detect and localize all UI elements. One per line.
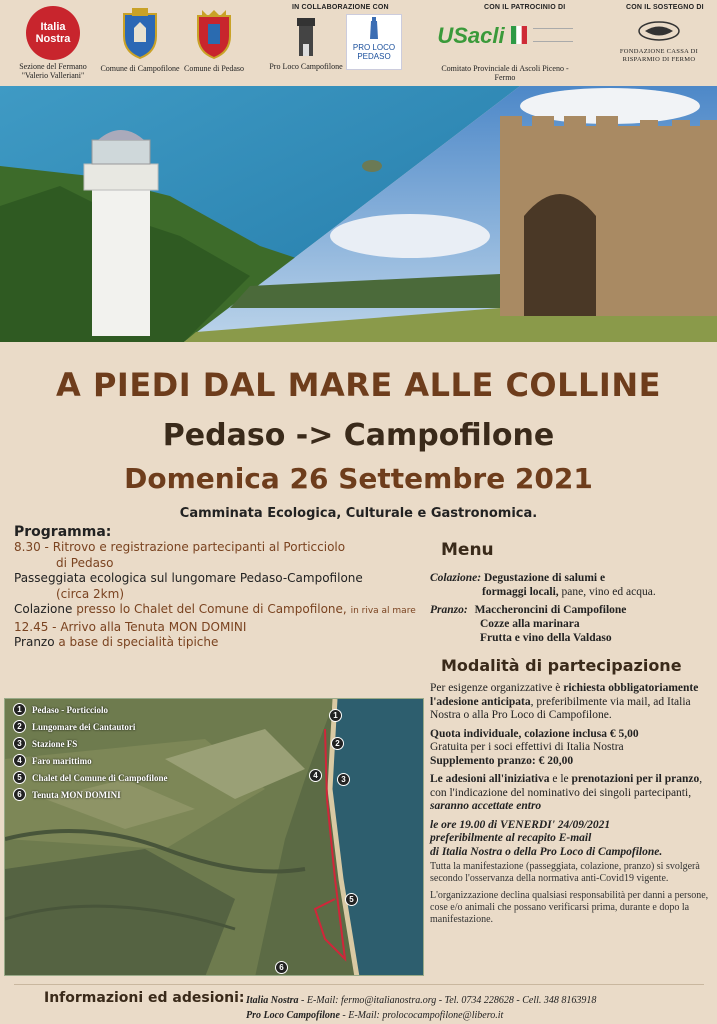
footer-contact-1[interactable]: - E-Mail: fermo@italianostra.org - Tel. 0734 228628 - Cell. 348 8163918 [298, 995, 597, 1006]
p1-c: , preferibilmente via mail, ad Italia Nostra o alla Pro Loco di Campofilone. [430, 695, 691, 721]
sponsor-header [0, 0, 717, 86]
programma-row-1-text: Ritrovo e registrazione partecipanti al Porticciolo [52, 540, 346, 554]
programma-row-4: 12.45 - Arrivo alla Tenuta MON DOMINI [14, 619, 247, 634]
p1-a: Per esigenze organizzative è [430, 682, 564, 694]
us-acli-mark: USacli [437, 22, 505, 48]
map-marker-6: 6 [275, 961, 288, 974]
proloco-pedaso-logo [346, 14, 402, 70]
photo-collage [0, 86, 717, 342]
proloco-pedaso-line1: PRO LOCO [352, 43, 396, 52]
route-map [4, 698, 424, 976]
us-acli-text-decoration [533, 28, 573, 42]
campofilone-logo [100, 8, 180, 73]
fondazione-caption: FONDAZIONE CASSA DI RISPARMIO DI FERMO [619, 48, 699, 63]
us-acli-caption: Comitato Provinciale di Ascoli Piceno - Fermo [441, 64, 569, 82]
campofilone-crest-icon [120, 8, 160, 60]
menu-pranzo-label: Pranzo: [430, 604, 468, 616]
map-marker-1: 1 [329, 709, 342, 722]
footer-org-2: Pro Loco Campofilone [246, 1010, 340, 1021]
collab-label: IN COLLABORAZIONE CON [292, 4, 389, 11]
footer-contact-2[interactable]: - E-Mail: prolococampofilone@libero.it [339, 1010, 504, 1021]
pedaso-crest-icon [194, 8, 234, 60]
fondazione-emblem-icon [637, 20, 681, 42]
menu-colazione-label: Colazione: [430, 572, 482, 584]
sostegno-label: CON IL SOSTEGNO DI [626, 4, 704, 11]
quota-text: Quota individuale, colazione inclusa € 5,00 [430, 727, 639, 740]
fondazione-logo [606, 20, 712, 64]
menu-pranzo [430, 603, 710, 617]
legend-num-6: 6 [13, 788, 26, 801]
italia-nostra-mark: Italia Nostra [26, 6, 80, 60]
menu-pranzo-item-3 [430, 631, 710, 645]
legend-num-1: 1 [13, 703, 26, 716]
programma-heading: Programma: [14, 524, 112, 540]
pref2-text: di Italia Nostra o della Pro Loco di Campofilone. [430, 845, 663, 858]
gratuita-text: Gratuita per i soci effettivi di Italia Nostra [430, 741, 624, 753]
p3-b: e le [549, 773, 572, 785]
event-date: Domenica 26 Settembre 2021 [124, 462, 593, 495]
programma-row-3-c: in riva al mare [350, 606, 416, 616]
landscape-photos [0, 86, 717, 342]
programma-row-2-cont: (circa 2km) [56, 586, 125, 601]
legend-item-3 [13, 737, 168, 750]
pref-text: preferibilmente al recapito E-mail [430, 832, 592, 844]
partecipazione-section [430, 682, 710, 931]
menu-colazione-rest: pane, vino ed acqua. [558, 586, 656, 598]
programma-row-3-a: Colazione [14, 602, 73, 616]
menu-pranzo-item-3-text: Frutta e vino della Valdaso [480, 632, 612, 644]
menu-section [430, 571, 710, 645]
programma-row-3-b: presso lo Chalet del Comune di Campofilone, [72, 602, 351, 616]
legend-item-1 [13, 703, 168, 716]
italia-nostra-logo [18, 6, 88, 80]
proloco-pedaso-line2: PEDASO [357, 52, 391, 61]
menu-pranzo-item-2-text: Cozze alla marinara [480, 618, 580, 630]
patrocinio-label: CON IL PATROCINIO DI [484, 4, 566, 11]
legend-label-1: Pedaso - Porticciolo [32, 704, 108, 715]
legend-num-2: 2 [13, 720, 26, 733]
footer-contacts [246, 993, 596, 1023]
menu-pranzo-item-2 [430, 617, 710, 631]
supplemento-text: Supplemento pranzo: € 20,00 [430, 754, 574, 767]
proloco-campofilone-logo [268, 14, 344, 71]
footer-contact-proloco [246, 1008, 596, 1023]
programma-row-2: Passeggiata ecologica sul lungomare Pedaso-Campofilone [14, 571, 363, 585]
menu-colazione-cont [430, 585, 710, 599]
partecipazione-p1 [430, 682, 710, 723]
programma-row-1 [14, 540, 429, 556]
legend-item-2 [13, 720, 168, 733]
partecipazione-p3 [430, 773, 710, 814]
programma-row-1-time: 8.30 - [14, 540, 53, 554]
pedaso-logo [182, 8, 246, 73]
footer-heading: Informazioni ed adesioni: [44, 990, 245, 1006]
p3-e: saranno accettate entro [430, 800, 542, 812]
disclaimer: L'organizzazione declina qualsiasi responsabilità per danni a persone, cose e/o animali che possano verificarsi prima, durante e dopo la manifestazione. [430, 890, 709, 925]
legend-label-3: Stazione FS [32, 738, 78, 749]
legend-num-3: 3 [13, 737, 26, 750]
legend-item-5 [13, 771, 168, 784]
legend-label-6: Tenuta MON DOMINI [32, 789, 121, 800]
legend-num-5: 5 [13, 771, 26, 784]
map-legend [13, 703, 168, 805]
menu-colazione-item-2: formaggi locali, [482, 586, 559, 598]
programma-row-5-b: a base di specialità tipiche [54, 635, 219, 649]
legend-item-4 [13, 754, 168, 767]
p1-b: richiesta obbligatoriamente l'adesione anticipata [430, 682, 699, 708]
partecipazione-heading: Modalità di partecipazione [441, 656, 682, 675]
covid-notice: Tutta la manifestazione (passeggiata, colazione, pranzo) si svolgerà secondo l'osservanza della normativa anti-Covid19 vigente. [430, 861, 700, 884]
partecipazione-quota [430, 728, 710, 769]
p3-d: , con l'indicazione del nominativo dei singoli partecipanti, [430, 773, 703, 799]
event-title: A PIEDI DAL MARE ALLE COLLINE [56, 366, 661, 404]
legend-label-2: Lungomare dei Cantautori [32, 721, 136, 732]
legend-label-4: Faro marittimo [32, 755, 92, 766]
proloco-campofilone-caption: Pro Loco Campofilone [269, 62, 343, 71]
us-acli-logo [430, 18, 580, 82]
map-marker-2: 2 [331, 737, 344, 750]
map-marker-3: 3 [337, 773, 350, 786]
legend-label-5: Chalet del Comune di Campofilone [32, 772, 168, 783]
menu-colazione-item-1: Degustazione di salumi e [484, 572, 606, 584]
lighthouse-icon [366, 17, 382, 41]
legend-num-4: 4 [13, 754, 26, 767]
footer-org-1: Italia Nostra [246, 995, 299, 1006]
italy-flag-icon [511, 26, 527, 44]
menu-colazione [430, 571, 710, 585]
programma-row-5 [14, 635, 429, 651]
tower-icon [291, 14, 321, 58]
menu-heading: Menu [441, 540, 494, 560]
event-route: Pedaso -> Campofilone [162, 418, 555, 453]
campofilone-caption: Comune di Campofilone [100, 64, 180, 73]
p3-a: Le adesioni all'iniziativa [430, 773, 550, 785]
programma-row-1-cont: di Pedaso [56, 555, 114, 570]
p3-c: prenotazioni per il pranzo [571, 773, 700, 785]
programma-row-5-a: Pranzo [14, 635, 55, 649]
event-subtitle: Camminata Ecologica, Culturale e Gastronomica. [179, 506, 538, 521]
pedaso-caption: Comune di Pedaso [184, 64, 244, 73]
legend-item-6 [13, 788, 168, 801]
footer-divider [14, 984, 704, 985]
deadline-text: le ore 19.00 di VENERDI' 24/09/2021 [430, 818, 611, 831]
footer-contact-italia-nostra [246, 993, 596, 1008]
map-marker-5: 5 [345, 893, 358, 906]
partecipazione-deadline [430, 819, 710, 860]
programma-row-3 [14, 602, 429, 620]
map-marker-4: 4 [309, 769, 322, 782]
menu-pranzo-item-1: Maccheroncini di Campofilone [474, 604, 627, 616]
italia-nostra-caption: Sezione del Fermano "Valerio Valleriani" [19, 62, 87, 80]
programma-section [14, 524, 429, 651]
